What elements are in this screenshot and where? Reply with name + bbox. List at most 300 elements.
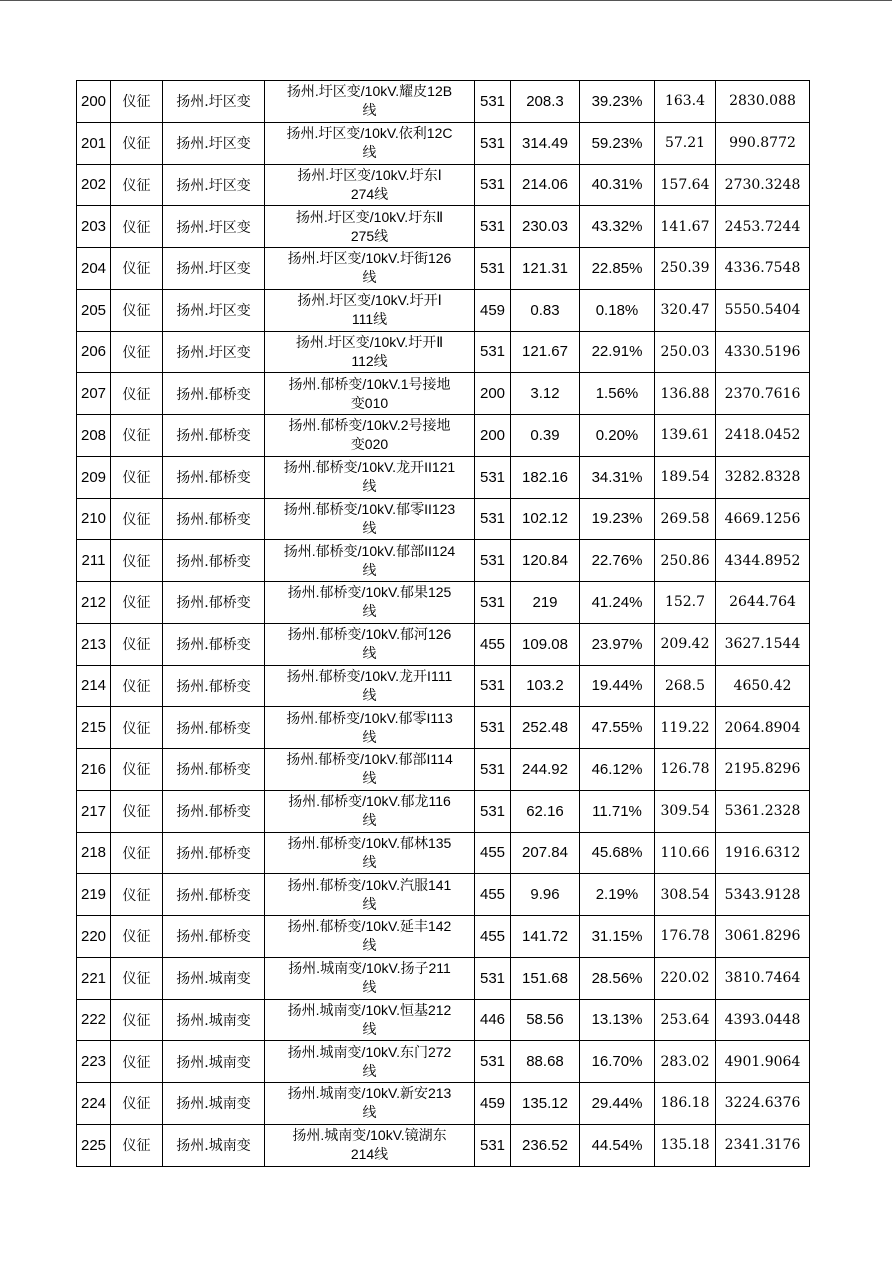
value-1-cell: 157.64 (655, 164, 716, 206)
substation-cell: 扬州.城南变 (163, 1124, 265, 1166)
table-row (77, 248, 810, 290)
load-cell: 0.83 (511, 289, 580, 331)
load-rate-cell: 59.23% (580, 122, 655, 164)
load-rate-cell: 19.23% (580, 498, 655, 540)
value-1-cell: 283.02 (655, 1041, 716, 1083)
value-2-cell: 2453.7244 (716, 206, 810, 248)
line-name-part-2: 线 (362, 853, 377, 870)
substation-cell: 扬州.郁桥变 (163, 665, 265, 707)
load-cell: 109.08 (511, 623, 580, 665)
load-rate-cell: 2.19% (580, 874, 655, 916)
line-name-cell (265, 665, 475, 707)
capacity-cell: 455 (475, 916, 511, 958)
substation-cell: 扬州.郁桥变 (163, 373, 265, 415)
load-cell: 208.3 (511, 81, 580, 123)
line-name-part-1: 扬州.郁桥变/10kV.郁龙116 (288, 793, 451, 810)
load-cell: 141.72 (511, 916, 580, 958)
line-name-cell (265, 874, 475, 916)
row-number: 208 (77, 415, 111, 457)
load-rate-cell: 11.71% (580, 790, 655, 832)
substation-cell: 扬州.圩区变 (163, 81, 265, 123)
table-body (77, 81, 810, 1167)
load-rate-cell: 34.31% (580, 456, 655, 498)
table-row (77, 707, 810, 749)
line-name-part-2: 112线 (351, 352, 388, 369)
line-name-part-1: 扬州.城南变/10kV.扬子211 (288, 960, 451, 977)
county-cell: 仪征 (111, 623, 163, 665)
value-2-cell: 3224.6376 (716, 1083, 810, 1125)
line-name-part-2: 线 (362, 269, 377, 286)
load-rate-cell: 41.24% (580, 582, 655, 624)
table-row (77, 206, 810, 248)
load-cell: 182.16 (511, 456, 580, 498)
row-number: 201 (77, 122, 111, 164)
line-name-part-1: 扬州.郁桥变/10kV.郁河126 (287, 626, 452, 643)
table-row (77, 999, 810, 1041)
row-number: 207 (77, 373, 111, 415)
capacity-cell: 531 (475, 749, 511, 791)
line-name-cell (265, 164, 475, 206)
line-name-cell (265, 540, 475, 582)
value-1-cell: 309.54 (655, 790, 716, 832)
line-name-cell (265, 498, 475, 540)
substation-cell: 扬州.郁桥变 (163, 582, 265, 624)
row-number: 218 (77, 832, 111, 874)
line-name-part-1: 扬州.郁桥变/10kV.汽服141 (287, 876, 452, 893)
county-cell: 仪征 (111, 707, 163, 749)
line-name-part-2: 275线 (350, 227, 389, 244)
load-rate-cell: 47.55% (580, 707, 655, 749)
county-cell: 仪征 (111, 832, 163, 874)
value-1-cell: 126.78 (655, 749, 716, 791)
value-2-cell: 5550.5404 (716, 289, 810, 331)
table-row (77, 916, 810, 958)
load-cell: 214.06 (511, 164, 580, 206)
table-row (77, 289, 810, 331)
capacity-cell: 531 (475, 498, 511, 540)
line-name-part-1: 扬州.郁桥变/10kV.龙开I111 (286, 667, 453, 684)
line-name-part-2: 线 (362, 603, 377, 620)
load-cell: 135.12 (511, 1083, 580, 1125)
substation-cell: 扬州.郁桥变 (163, 749, 265, 791)
capacity-cell: 531 (475, 331, 511, 373)
line-name-cell (265, 623, 475, 665)
load-cell: 62.16 (511, 790, 580, 832)
line-name-part-2: 线 (362, 519, 377, 536)
line-name-part-2: 274线 (350, 185, 389, 202)
value-1-cell: 119.22 (655, 707, 716, 749)
line-name-cell (265, 1124, 475, 1166)
value-2-cell: 2064.8904 (716, 707, 810, 749)
value-2-cell: 3282.8328 (716, 456, 810, 498)
table-row (77, 1124, 810, 1166)
load-rate-cell: 0.20% (580, 415, 655, 457)
table-row (77, 122, 810, 164)
county-cell: 仪征 (111, 456, 163, 498)
value-1-cell: 250.39 (655, 248, 716, 290)
line-name-part-1: 扬州.圩区变/10kV.圩开Ⅱ (295, 333, 444, 350)
substation-cell: 扬州.圩区变 (163, 164, 265, 206)
line-name-part-1: 扬州.郁桥变/10kV.龙开II121 (283, 459, 456, 476)
line-name-part-2: 214线 (350, 1146, 389, 1163)
value-2-cell: 2730.3248 (716, 164, 810, 206)
line-name-cell (265, 373, 475, 415)
value-1-cell: 57.21 (655, 122, 716, 164)
value-2-cell: 4344.8952 (716, 540, 810, 582)
substation-cell: 扬州.圩区变 (163, 122, 265, 164)
value-2-cell: 3627.1544 (716, 623, 810, 665)
row-number: 203 (77, 206, 111, 248)
value-2-cell: 5343.9128 (716, 874, 810, 916)
line-name-part-1: 扬州.郁桥变/10kV.郁零I113 (286, 709, 453, 726)
row-number: 221 (77, 957, 111, 999)
line-load-table (76, 80, 810, 1167)
table-row (77, 582, 810, 624)
line-name-part-2: 线 (362, 561, 377, 578)
line-name-part-2: 线 (362, 937, 377, 954)
line-name-cell (265, 456, 475, 498)
load-cell: 120.84 (511, 540, 580, 582)
line-name-part-1: 扬州.城南变/10kV.东门272 (287, 1043, 452, 1060)
table-row (77, 540, 810, 582)
county-cell: 仪征 (111, 999, 163, 1041)
line-name-part-1: 扬州.郁桥变/10kV.2号接地 (288, 417, 451, 434)
value-2-cell: 4901.9064 (716, 1041, 810, 1083)
row-number: 202 (77, 164, 111, 206)
load-rate-cell: 13.13% (580, 999, 655, 1041)
capacity-cell: 200 (475, 373, 511, 415)
load-cell: 103.2 (511, 665, 580, 707)
value-2-cell: 2644.764 (716, 582, 810, 624)
line-name-part-2: 111线 (351, 311, 388, 328)
value-1-cell: 163.4 (655, 81, 716, 123)
substation-cell: 扬州.郁桥变 (163, 498, 265, 540)
county-cell: 仪征 (111, 957, 163, 999)
row-number: 215 (77, 707, 111, 749)
capacity-cell: 531 (475, 1041, 511, 1083)
capacity-cell: 531 (475, 164, 511, 206)
load-rate-cell: 19.44% (580, 665, 655, 707)
capacity-cell: 531 (475, 957, 511, 999)
line-name-part-1: 扬州.郁桥变/10kV.郁部II124 (283, 542, 456, 559)
county-cell: 仪征 (111, 164, 163, 206)
load-cell: 102.12 (511, 498, 580, 540)
load-cell: 9.96 (511, 874, 580, 916)
load-cell: 314.49 (511, 122, 580, 164)
value-1-cell: 308.54 (655, 874, 716, 916)
table-row (77, 331, 810, 373)
line-name-part-1: 扬州.圩区变/10kV.圩开Ⅰ (297, 292, 442, 309)
line-name-part-1: 扬州.圩区变/10kV.圩东Ⅰ (297, 166, 442, 183)
line-name-part-2: 线 (362, 102, 377, 119)
substation-cell: 扬州.城南变 (163, 999, 265, 1041)
load-rate-cell: 28.56% (580, 957, 655, 999)
line-name-part-1: 扬州.郁桥变/10kV.郁零II123 (283, 500, 456, 517)
row-number: 216 (77, 749, 111, 791)
capacity-cell: 531 (475, 707, 511, 749)
load-rate-cell: 44.54% (580, 1124, 655, 1166)
value-1-cell: 250.03 (655, 331, 716, 373)
value-1-cell: 139.61 (655, 415, 716, 457)
table-row (77, 623, 810, 665)
county-cell: 仪征 (111, 122, 163, 164)
capacity-cell: 455 (475, 832, 511, 874)
load-cell: 121.31 (511, 248, 580, 290)
line-name-part-2: 线 (362, 645, 377, 662)
value-1-cell: 152.7 (655, 582, 716, 624)
value-2-cell: 5361.2328 (716, 790, 810, 832)
row-number: 214 (77, 665, 111, 707)
load-cell: 88.68 (511, 1041, 580, 1083)
capacity-cell: 531 (475, 665, 511, 707)
capacity-cell: 455 (475, 874, 511, 916)
substation-cell: 扬州.城南变 (163, 957, 265, 999)
load-cell: 230.03 (511, 206, 580, 248)
line-name-cell (265, 916, 475, 958)
line-name-cell (265, 582, 475, 624)
substation-cell: 扬州.圩区变 (163, 248, 265, 290)
load-rate-cell: 45.68% (580, 832, 655, 874)
row-number: 224 (77, 1083, 111, 1125)
county-cell: 仪征 (111, 289, 163, 331)
load-rate-cell: 22.91% (580, 331, 655, 373)
line-name-part-1: 扬州.圩区变/10kV.圩街126 (287, 250, 452, 267)
substation-cell: 扬州.郁桥变 (163, 540, 265, 582)
value-2-cell: 4669.1256 (716, 498, 810, 540)
row-number: 211 (77, 540, 111, 582)
value-2-cell: 2195.8296 (716, 749, 810, 791)
line-name-part-1: 扬州.城南变/10kV.恒基212 (287, 1001, 452, 1018)
table-row (77, 1083, 810, 1125)
value-1-cell: 250.86 (655, 540, 716, 582)
load-rate-cell: 46.12% (580, 749, 655, 791)
load-cell: 207.84 (511, 832, 580, 874)
load-cell: 244.92 (511, 749, 580, 791)
value-2-cell: 2418.0452 (716, 415, 810, 457)
line-name-part-2: 线 (362, 1020, 377, 1037)
value-2-cell: 4336.7548 (716, 248, 810, 290)
substation-cell: 扬州.城南变 (163, 1083, 265, 1125)
line-name-part-1: 扬州.城南变/10kV.镜湖东 (292, 1127, 447, 1144)
value-2-cell: 3061.8296 (716, 916, 810, 958)
substation-cell: 扬州.圩区变 (163, 289, 265, 331)
county-cell: 仪征 (111, 582, 163, 624)
load-cell: 58.56 (511, 999, 580, 1041)
value-2-cell: 2370.7616 (716, 373, 810, 415)
county-cell: 仪征 (111, 248, 163, 290)
capacity-cell: 531 (475, 122, 511, 164)
load-rate-cell: 43.32% (580, 206, 655, 248)
table-row (77, 957, 810, 999)
line-name-part-1: 扬州.郁桥变/10kV.郁部I114 (286, 751, 453, 768)
row-number: 205 (77, 289, 111, 331)
capacity-cell: 531 (475, 790, 511, 832)
line-name-part-2: 线 (362, 728, 377, 745)
value-2-cell: 3810.7464 (716, 957, 810, 999)
capacity-cell: 200 (475, 415, 511, 457)
line-name-cell (265, 832, 475, 874)
page-top-rule (0, 0, 892, 1)
county-cell: 仪征 (111, 373, 163, 415)
value-1-cell: 141.67 (655, 206, 716, 248)
county-cell: 仪征 (111, 1083, 163, 1125)
table-row (77, 665, 810, 707)
line-name-cell (265, 1083, 475, 1125)
substation-cell: 扬州.郁桥变 (163, 456, 265, 498)
row-number: 210 (77, 498, 111, 540)
line-name-part-2: 变020 (350, 436, 389, 453)
county-cell: 仪征 (111, 1124, 163, 1166)
county-cell: 仪征 (111, 665, 163, 707)
table-row (77, 790, 810, 832)
table-row (77, 456, 810, 498)
load-rate-cell: 29.44% (580, 1083, 655, 1125)
row-number: 204 (77, 248, 111, 290)
capacity-cell: 531 (475, 582, 511, 624)
row-number: 213 (77, 623, 111, 665)
substation-cell: 扬州.圩区变 (163, 331, 265, 373)
row-number: 225 (77, 1124, 111, 1166)
row-number: 209 (77, 456, 111, 498)
capacity-cell: 531 (475, 81, 511, 123)
line-name-part-1: 扬州.城南变/10kV.新安213 (287, 1085, 452, 1102)
load-rate-cell: 22.76% (580, 540, 655, 582)
row-number: 200 (77, 81, 111, 123)
load-rate-cell: 40.31% (580, 164, 655, 206)
row-number: 219 (77, 874, 111, 916)
line-name-part-2: 变010 (350, 394, 389, 411)
line-name-cell (265, 81, 475, 123)
substation-cell: 扬州.郁桥变 (163, 874, 265, 916)
county-cell: 仪征 (111, 498, 163, 540)
load-rate-cell: 0.18% (580, 289, 655, 331)
load-cell: 252.48 (511, 707, 580, 749)
line-name-part-2: 线 (362, 770, 377, 787)
substation-cell: 扬州.郁桥变 (163, 916, 265, 958)
row-number: 220 (77, 916, 111, 958)
line-name-part-2: 线 (362, 144, 377, 161)
load-cell: 219 (511, 582, 580, 624)
line-name-part-2: 线 (362, 478, 377, 495)
load-rate-cell: 39.23% (580, 81, 655, 123)
county-cell: 仪征 (111, 540, 163, 582)
line-name-part-2: 线 (362, 979, 377, 996)
value-1-cell: 135.18 (655, 1124, 716, 1166)
line-name-part-1: 扬州.郁桥变/10kV.延丰142 (287, 918, 452, 935)
substation-cell: 扬州.郁桥变 (163, 790, 265, 832)
substation-cell: 扬州.圩区变 (163, 206, 265, 248)
value-1-cell: 269.58 (655, 498, 716, 540)
table-row (77, 415, 810, 457)
table-row (77, 164, 810, 206)
substation-cell: 扬州.郁桥变 (163, 623, 265, 665)
line-name-part-1: 扬州.郁桥变/10kV.1号接地 (288, 375, 451, 392)
line-name-cell (265, 122, 475, 164)
value-1-cell: 186.18 (655, 1083, 716, 1125)
value-2-cell: 2830.088 (716, 81, 810, 123)
table-row (77, 874, 810, 916)
row-number: 223 (77, 1041, 111, 1083)
line-name-part-1: 扬州.圩区变/10kV.耀皮12B (286, 83, 453, 100)
capacity-cell: 459 (475, 1083, 511, 1125)
load-rate-cell: 31.15% (580, 916, 655, 958)
capacity-cell: 531 (475, 206, 511, 248)
line-name-cell (265, 957, 475, 999)
county-cell: 仪征 (111, 81, 163, 123)
substation-cell: 扬州.郁桥变 (163, 415, 265, 457)
county-cell: 仪征 (111, 1041, 163, 1083)
table-row (77, 1041, 810, 1083)
line-name-part-1: 扬州.郁桥变/10kV.郁果125 (287, 584, 452, 601)
table-row (77, 749, 810, 791)
load-rate-cell: 22.85% (580, 248, 655, 290)
line-name-cell (265, 790, 475, 832)
table-row (77, 81, 810, 123)
line-name-part-1: 扬州.圩区变/10kV.依利12C (286, 125, 453, 142)
table-row (77, 498, 810, 540)
load-cell: 0.39 (511, 415, 580, 457)
capacity-cell: 455 (475, 623, 511, 665)
county-cell: 仪征 (111, 874, 163, 916)
county-cell: 仪征 (111, 916, 163, 958)
line-name-part-2: 线 (362, 686, 377, 703)
value-1-cell: 136.88 (655, 373, 716, 415)
value-2-cell: 4393.0448 (716, 999, 810, 1041)
county-cell: 仪征 (111, 206, 163, 248)
row-number: 222 (77, 999, 111, 1041)
load-rate-cell: 23.97% (580, 623, 655, 665)
value-1-cell: 320.47 (655, 289, 716, 331)
substation-cell: 扬州.郁桥变 (163, 707, 265, 749)
line-name-part-1: 扬州.郁桥变/10kV.郁林135 (287, 834, 452, 851)
line-name-cell (265, 331, 475, 373)
value-1-cell: 189.54 (655, 456, 716, 498)
capacity-cell: 531 (475, 540, 511, 582)
line-name-part-2: 线 (362, 812, 377, 829)
table-row (77, 373, 810, 415)
line-name-part-2: 线 (362, 1104, 377, 1121)
load-cell: 151.68 (511, 957, 580, 999)
capacity-cell: 531 (475, 248, 511, 290)
load-cell: 121.67 (511, 331, 580, 373)
county-cell: 仪征 (111, 415, 163, 457)
value-2-cell: 2341.3176 (716, 1124, 810, 1166)
line-name-part-2: 线 (362, 895, 377, 912)
value-2-cell: 1916.6312 (716, 832, 810, 874)
line-name-cell (265, 289, 475, 331)
load-cell: 236.52 (511, 1124, 580, 1166)
value-1-cell: 253.64 (655, 999, 716, 1041)
line-name-cell (265, 206, 475, 248)
capacity-cell: 531 (475, 456, 511, 498)
value-2-cell: 4330.5196 (716, 331, 810, 373)
value-2-cell: 990.8772 (716, 122, 810, 164)
row-number: 212 (77, 582, 111, 624)
line-name-cell (265, 415, 475, 457)
value-1-cell: 209.42 (655, 623, 716, 665)
line-name-cell (265, 248, 475, 290)
capacity-cell: 531 (475, 1124, 511, 1166)
line-name-cell (265, 707, 475, 749)
row-number: 206 (77, 331, 111, 373)
row-number: 217 (77, 790, 111, 832)
line-name-part-1: 扬州.圩区变/10kV.圩东Ⅱ (295, 208, 444, 225)
line-name-cell (265, 999, 475, 1041)
value-1-cell: 176.78 (655, 916, 716, 958)
value-2-cell: 4650.42 (716, 665, 810, 707)
county-cell: 仪征 (111, 749, 163, 791)
line-name-cell (265, 749, 475, 791)
